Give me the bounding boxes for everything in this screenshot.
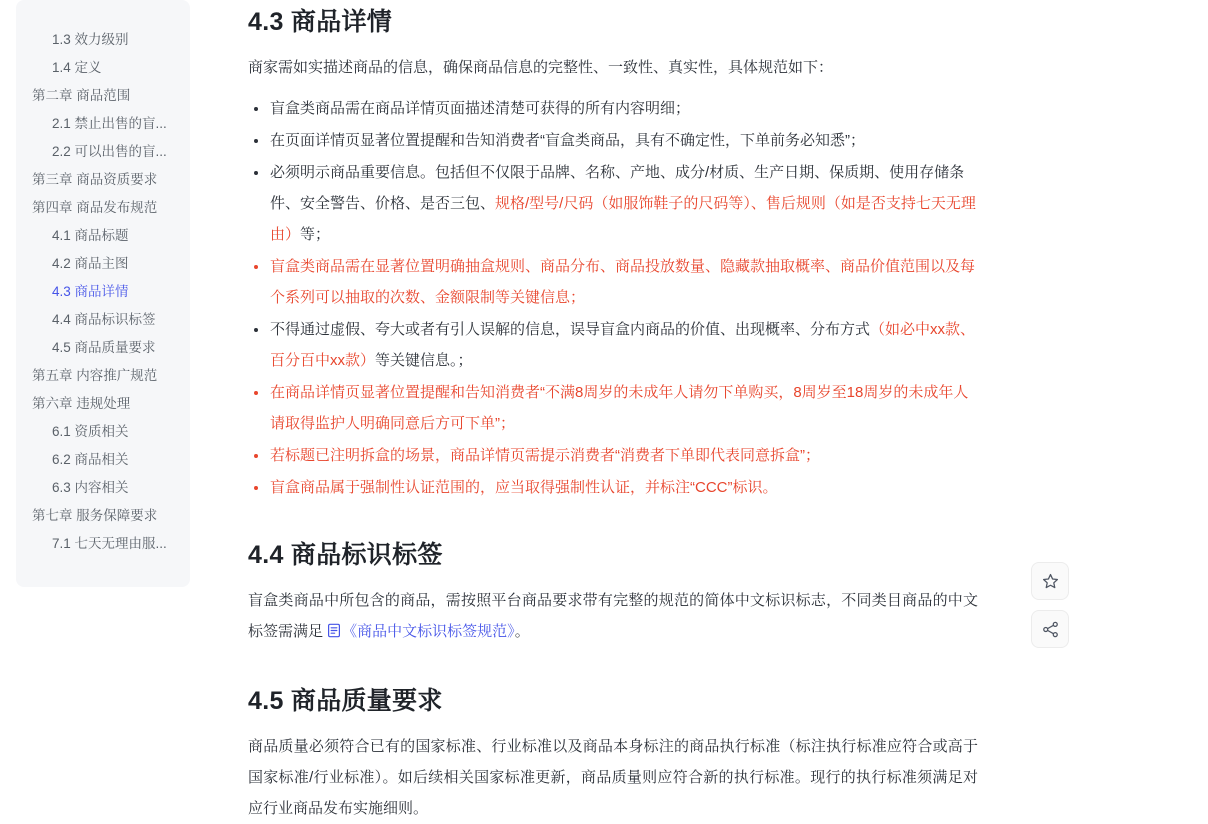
outline-item-4[interactable]: 2.2 可以出售的盲...	[52, 144, 167, 159]
related-spec-link[interactable]	[327, 623, 515, 640]
rule-item-1	[248, 125, 978, 156]
rule-item-2-part-0: 必须明示商品重要信息。包括但不仅限于品牌、名称、产地、成分/材质、生产日期、保质期、使用存储条件、安全警告、价格、是否三包、	[270, 164, 965, 212]
floating-action-rail	[1031, 562, 1069, 648]
outline-item-15[interactable]: 6.2 商品相关	[52, 452, 129, 467]
rule-item-1-part-0: 在页面详情页显著位置提醒和告知消费者“盲盒类商品，具有不确定性，下单前务必知悉”；	[270, 132, 865, 149]
rule-item-5-part-0: 在商品详情页显著位置提醒和告知消费者“不满8周岁的未成年人请勿下单购买，8周岁至18周岁的未成年人请取得监护人明确同意后方可下单”；	[270, 384, 969, 432]
rule-item-4-part-0: 不得通过虚假、夸大或者有引人误解的信息，误导盲盒内商品的价值、出现概率、分布方式	[270, 321, 871, 338]
outline-item-14[interactable]: 6.1 资质相关	[52, 424, 129, 439]
section-45-heading: 4.5 商品质量要求	[248, 687, 443, 715]
section-44-paragraph	[248, 585, 978, 649]
rule-item-4-part-2: 等关键信息。；	[375, 352, 473, 369]
document-content	[248, 0, 978, 824]
page-title: 4.3 商品详情	[248, 8, 393, 36]
document-outline-sidebar[interactable]	[16, 0, 190, 587]
share-icon	[1041, 620, 1060, 639]
related-spec-link-label: 《商品中文标识标签规范》	[342, 623, 515, 640]
outline-item-1[interactable]: 1.4 定义	[52, 60, 102, 75]
rule-item-3-part-0: 盲盒类商品需在显著位置明确抽盒规则、商品分布、商品投放数量、隐藏款抽取概率、商品价值范围以及每个系列可以抽取的次数、金额限制等关键信息；	[270, 258, 976, 306]
section-45-paragraph: 商品质量必须符合已有的国家标准、行业标准以及商品本身标注的商品执行标准（标注执行标准应符合或高于国家标准/行业标准）。如后续相关国家标准更新，商品质量则应符合新的执行标准。现行的执行标准须满足对应行业商品发布实施细则。	[248, 738, 978, 817]
document-icon	[327, 618, 341, 649]
rule-item-0-part-0: 盲盒类商品需在商品详情页面描述清楚可获得的所有内容明细；	[270, 100, 691, 117]
outline-item-17[interactable]: 第七章 服务保障要求	[32, 508, 158, 523]
outline-item-11[interactable]: 4.5 商品质量要求	[52, 340, 156, 355]
rule-item-3	[248, 251, 978, 313]
rule-item-7-part-0: 盲盒商品属于强制性认证范围的，应当取得强制性认证，并标注“CCC”标识。	[270, 479, 778, 496]
section-44-text-before-link: 盲盒类商品中所包含的商品，需按照平台商品要求带有完整的规范的简体中文标识标志，不同类目商品的中文标签需满足	[248, 592, 978, 640]
outline-item-0[interactable]: 1.3 效力级别	[52, 32, 129, 47]
rule-item-2-part-2: 等；	[300, 226, 331, 243]
section-43-rule-list	[248, 93, 978, 503]
rule-item-0	[248, 93, 978, 124]
outline-item-10[interactable]: 4.4 商品标识标签	[52, 312, 156, 327]
outline-item-13[interactable]: 第六章 违规处理	[32, 396, 131, 411]
outline-item-3[interactable]: 2.1 禁止出售的盲...	[52, 116, 167, 131]
section-44-heading: 4.4 商品标识标签	[248, 541, 443, 569]
outline-item-5[interactable]: 第三章 商品资质要求	[32, 172, 158, 187]
rule-item-7	[248, 472, 978, 503]
outline-item-12[interactable]: 第五章 内容推广规范	[32, 368, 158, 383]
share-button[interactable]	[1031, 610, 1069, 648]
rule-item-6-part-0: 若标题已注明拆盒的场景，商品详情页需提示消费者“消费者下单即代表同意拆盒”；	[270, 447, 820, 464]
rule-item-2-part-1: 规格/型号/尺码（如服饰鞋子的尺码等）、售后规则（如是否支持七天无理由）	[270, 195, 976, 243]
outline-item-2[interactable]: 第二章 商品范围	[32, 88, 131, 103]
section-44-text-after-link: 。	[514, 623, 530, 640]
outline-item-18[interactable]: 7.1 七天无理由服...	[52, 536, 167, 551]
star-icon	[1041, 572, 1060, 591]
outline-item-6[interactable]: 第四章 商品发布规范	[32, 200, 158, 215]
rule-item-6	[248, 440, 978, 471]
rule-item-4	[248, 314, 978, 376]
section-43-intro: 商家需如实描述商品的信息，确保商品信息的完整性、一致性、真实性，具体规范如下：	[248, 59, 834, 76]
outline-item-8[interactable]: 4.2 商品主图	[52, 256, 129, 271]
rule-item-5	[248, 377, 978, 439]
outline-item-16[interactable]: 6.3 内容相关	[52, 480, 129, 495]
outline-item-9[interactable]: 4.3 商品详情	[52, 284, 129, 299]
favorite-button[interactable]	[1031, 562, 1069, 600]
rule-item-4-part-1: （如必中xx款、百分百中xx款）	[270, 321, 976, 369]
outline-list	[16, 26, 190, 558]
outline-item-7[interactable]: 4.1 商品标题	[52, 228, 129, 243]
rule-item-2	[248, 157, 978, 250]
